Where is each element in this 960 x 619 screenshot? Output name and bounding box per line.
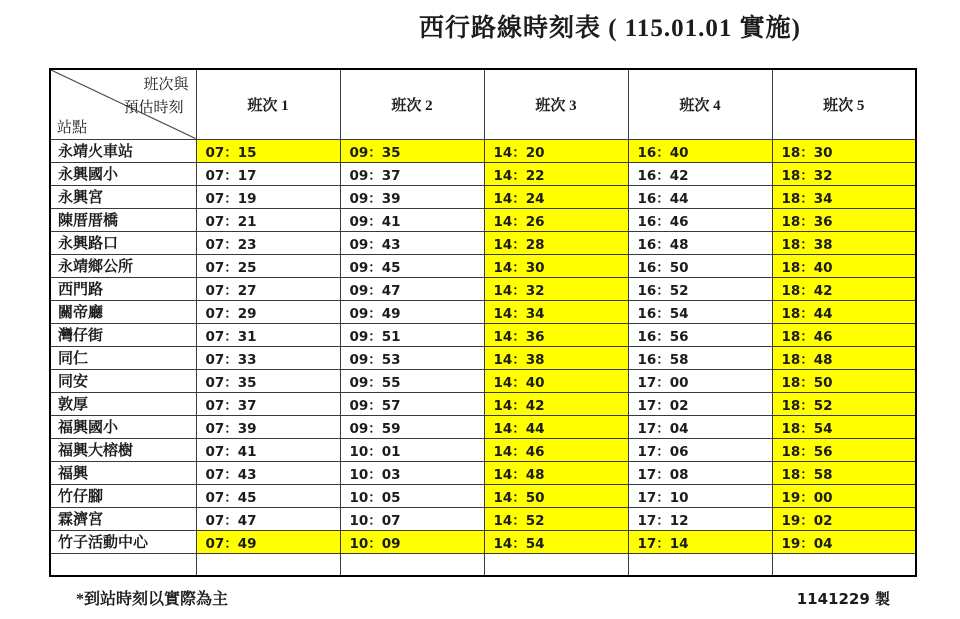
time-cell: 09：37 (340, 162, 484, 185)
column-header-trip-5: 班次 5 (772, 69, 916, 139)
time-cell: 18：38 (772, 231, 916, 254)
time-cell: 09：55 (340, 369, 484, 392)
corner-label-trips: 班次與 (143, 77, 189, 93)
time-cell: 07：41 (196, 438, 340, 461)
page-title: 西行路線時刻表 ( 115.01.01 實施) (418, 15, 802, 42)
time-cell: 07：31 (196, 323, 340, 346)
station-cell (50, 553, 196, 576)
station-cell: 同安 (50, 369, 196, 392)
time-cell: 16：56 (628, 323, 772, 346)
time-cell: 14：24 (484, 185, 628, 208)
table-row (50, 461, 916, 484)
station-cell: 永靖鄉公所 (50, 254, 196, 277)
table-row (50, 208, 916, 231)
time-cell: 14：44 (484, 415, 628, 438)
station-cell: 福興國小 (50, 415, 196, 438)
time-cell: 14：52 (484, 507, 628, 530)
time-cell: 09：45 (340, 254, 484, 277)
time-cell: 09：35 (340, 139, 484, 162)
table-row (50, 162, 916, 185)
time-cell: 16：42 (628, 162, 772, 185)
time-cell: 14：36 (484, 323, 628, 346)
time-cell: 18：36 (772, 208, 916, 231)
station-cell: 永興國小 (50, 162, 196, 185)
time-cell: 07：19 (196, 185, 340, 208)
column-header-trip-1: 班次 1 (196, 69, 340, 139)
station-cell: 關帝廳 (50, 300, 196, 323)
time-cell: 17：14 (628, 530, 772, 553)
time-cell: 19：00 (772, 484, 916, 507)
time-cell: 16：48 (628, 231, 772, 254)
time-cell (484, 553, 628, 576)
station-cell: 霖濟宮 (50, 507, 196, 530)
time-cell: 14：34 (484, 300, 628, 323)
timetable (49, 68, 917, 577)
time-cell: 14：48 (484, 461, 628, 484)
time-cell: 17：02 (628, 392, 772, 415)
time-cell: 18：40 (772, 254, 916, 277)
table-row (50, 346, 916, 369)
time-cell: 07：15 (196, 139, 340, 162)
time-cell: 14：46 (484, 438, 628, 461)
time-cell: 17：08 (628, 461, 772, 484)
time-cell: 16：52 (628, 277, 772, 300)
time-cell: 18：50 (772, 369, 916, 392)
time-cell: 10：03 (340, 461, 484, 484)
column-header-trip-2: 班次 2 (340, 69, 484, 139)
time-cell: 18：44 (772, 300, 916, 323)
column-header-trip-3: 班次 3 (484, 69, 628, 139)
time-cell: 17：10 (628, 484, 772, 507)
time-cell: 14：40 (484, 369, 628, 392)
time-cell: 07：49 (196, 530, 340, 553)
time-cell: 09：39 (340, 185, 484, 208)
time-cell: 07：17 (196, 162, 340, 185)
table-row (50, 415, 916, 438)
time-cell: 14：54 (484, 530, 628, 553)
time-cell (772, 553, 916, 576)
time-cell: 18：30 (772, 139, 916, 162)
time-cell: 10：07 (340, 507, 484, 530)
time-cell: 09：41 (340, 208, 484, 231)
time-cell: 18：34 (772, 185, 916, 208)
time-cell: 09：49 (340, 300, 484, 323)
station-cell: 永興宮 (50, 185, 196, 208)
station-cell: 同仁 (50, 346, 196, 369)
time-cell: 17：00 (628, 369, 772, 392)
time-cell: 16：58 (628, 346, 772, 369)
time-cell: 07：35 (196, 369, 340, 392)
time-cell: 17：04 (628, 415, 772, 438)
table-row (50, 277, 916, 300)
time-cell: 07：21 (196, 208, 340, 231)
time-cell: 07：45 (196, 484, 340, 507)
table-row (50, 392, 916, 415)
time-cell: 07：43 (196, 461, 340, 484)
table-row (50, 507, 916, 530)
time-cell (196, 553, 340, 576)
time-cell: 18：32 (772, 162, 916, 185)
time-cell: 16：54 (628, 300, 772, 323)
corner-label-stations: 站點 (57, 119, 88, 136)
time-cell: 14：50 (484, 484, 628, 507)
station-cell: 陳厝厝橋 (50, 208, 196, 231)
time-cell: 19：04 (772, 530, 916, 553)
time-cell: 09：47 (340, 277, 484, 300)
table-row (50, 139, 916, 162)
table-row (50, 300, 916, 323)
time-cell: 19：02 (772, 507, 916, 530)
station-cell: 西門路 (50, 277, 196, 300)
time-cell: 14：38 (484, 346, 628, 369)
time-cell: 18：58 (772, 461, 916, 484)
time-cell: 17：12 (628, 507, 772, 530)
time-cell: 18：54 (772, 415, 916, 438)
time-cell: 18：48 (772, 346, 916, 369)
footnote-produced-date: 1141229 製 (796, 590, 890, 608)
station-cell: 竹仔腳 (50, 484, 196, 507)
station-cell: 永興路口 (50, 231, 196, 254)
corner-label-estimated-times: 預估時刻 (123, 100, 184, 116)
time-cell: 14：32 (484, 277, 628, 300)
time-cell: 10：09 (340, 530, 484, 553)
time-cell: 18：42 (772, 277, 916, 300)
table-row (50, 231, 916, 254)
time-cell: 10：01 (340, 438, 484, 461)
time-cell: 09：57 (340, 392, 484, 415)
header-row (50, 69, 916, 139)
time-cell: 18：46 (772, 323, 916, 346)
footnote-arrival-disclaimer: *到站時刻以實際為主 (76, 591, 229, 608)
column-header-trip-4: 班次 4 (628, 69, 772, 139)
time-cell: 09：53 (340, 346, 484, 369)
table-row (50, 438, 916, 461)
corner-cell (50, 69, 196, 139)
empty-row (50, 553, 916, 576)
time-cell: 09：51 (340, 323, 484, 346)
time-cell: 07：37 (196, 392, 340, 415)
table-row (50, 484, 916, 507)
table-row (50, 185, 916, 208)
time-cell: 16：44 (628, 185, 772, 208)
time-cell: 10：05 (340, 484, 484, 507)
time-cell: 16：40 (628, 139, 772, 162)
time-cell: 07：39 (196, 415, 340, 438)
time-cell (628, 553, 772, 576)
time-cell: 07：23 (196, 231, 340, 254)
time-cell: 14：26 (484, 208, 628, 231)
time-cell: 07：33 (196, 346, 340, 369)
time-cell: 14：20 (484, 139, 628, 162)
time-cell: 16：46 (628, 208, 772, 231)
table-row (50, 530, 916, 553)
station-cell: 福興大榕樹 (50, 438, 196, 461)
time-cell: 14：30 (484, 254, 628, 277)
time-cell: 17：06 (628, 438, 772, 461)
station-cell: 福興 (50, 461, 196, 484)
time-cell: 09：43 (340, 231, 484, 254)
table-row (50, 369, 916, 392)
timetable-body (50, 139, 916, 576)
table-row (50, 254, 916, 277)
time-cell: 07：27 (196, 277, 340, 300)
time-cell: 07：29 (196, 300, 340, 323)
time-cell: 18：52 (772, 392, 916, 415)
time-cell: 09：59 (340, 415, 484, 438)
station-cell: 永靖火車站 (50, 139, 196, 162)
time-cell: 14：28 (484, 231, 628, 254)
time-cell: 14：22 (484, 162, 628, 185)
time-cell (340, 553, 484, 576)
station-cell: 灣仔街 (50, 323, 196, 346)
time-cell: 18：56 (772, 438, 916, 461)
station-cell: 敦厚 (50, 392, 196, 415)
time-cell: 14：42 (484, 392, 628, 415)
time-cell: 07：47 (196, 507, 340, 530)
time-cell: 16：50 (628, 254, 772, 277)
station-cell: 竹子活動中心 (50, 530, 196, 553)
table-row (50, 323, 916, 346)
time-cell: 07：25 (196, 254, 340, 277)
